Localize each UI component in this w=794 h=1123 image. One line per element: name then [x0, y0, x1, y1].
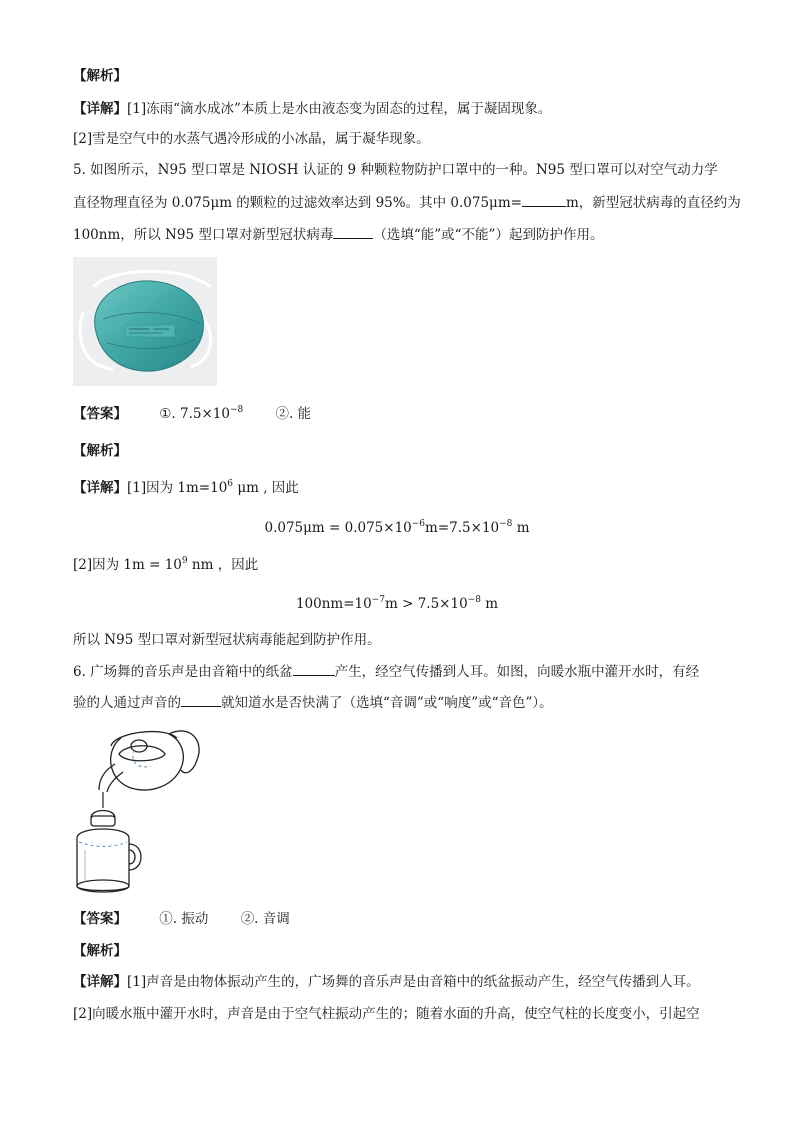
detail-text: [1]冻雨“滴水成冰”本质上是水由液态变为固态的过程，属于凝固现象。	[127, 101, 552, 117]
answer-blank	[293, 661, 335, 676]
detail-5-line-2: [2]因为 $1m = 10^9$ nm ，因此	[73, 556, 259, 573]
answer-tag: 【答案】	[73, 406, 127, 422]
analysis-heading: 【解析】	[73, 68, 127, 84]
n95-mask-image	[73, 257, 217, 386]
detail-6-line-1: 【详解】[1]声音是由物体振动产生的，广场舞的音乐声是由音箱中的纸盆振动产生，经空气传播到人耳。	[73, 974, 700, 990]
answer-blank	[181, 692, 221, 707]
question-5-text: 直径物理直径为 0.075μm 的颗粒的过滤效率达到 95%。其中 0.075μm=	[73, 195, 522, 211]
detail-tag: 【详解】	[73, 101, 127, 117]
question-5-text: （选填“能”或“不能”）起到防护作用。	[373, 227, 604, 243]
kettle-thermos-image	[65, 720, 205, 896]
conclusion-5: 所以 N95 型口罩对新型冠状病毒能起到防护作用。	[73, 632, 381, 648]
answer-blank	[333, 224, 373, 239]
equation-2: $100nm=10^{-7}m > 7.5\times 10^{-8}$ m	[295, 595, 499, 612]
answer-item-2: ②. 能	[275, 406, 312, 422]
detail-line	[73, 99, 551, 119]
detail-line-2: [2]雪是空气中的水蒸气遇冷形成的小冰晶，属于凝华现象。	[73, 131, 430, 147]
question-5-line-3	[73, 224, 603, 245]
answer-line-5	[73, 404, 311, 424]
question-6-line-1: 6. 广场舞的音乐声是由音箱中的纸盆 产生，经空气传播到人耳。如图，向暖水瓶中灌开水时，有经	[73, 661, 699, 682]
question-5-line-1: 5. 如图所示，N95 型口罩是 NIOSH 认证的 9 种颗粒物防护口罩中的一种。N95 型口罩可以对空气动力学	[73, 162, 718, 178]
detail-6-line-2: [2]向暖水瓶中灌开水时，声音是由于空气柱振动产生的；随着水面的升高，使空气柱的长度变小，引起空	[73, 1006, 700, 1022]
detail-tag: 【详解】	[73, 974, 127, 990]
answer-item-1: ①. 振动	[159, 911, 209, 927]
question-6-line-2: 验的人通过声音的 就知道水是否快满了（选填“音调”或“响度”或“音色”）。	[73, 692, 553, 713]
question-5-text: m，新型冠状病毒的直径约为	[565, 195, 741, 211]
question-5-line-2	[73, 192, 741, 213]
answer-item-1: ①. $7.5\times 10^{-8}$	[159, 405, 244, 422]
answer-blank	[522, 192, 566, 207]
analysis-heading-5: 【解析】	[73, 443, 127, 459]
analysis-heading-6: 【解析】	[73, 943, 127, 959]
question-5-text: 100nm，所以 N95 型口罩对新型冠状病毒	[73, 227, 334, 243]
answer-tag: 【答案】	[73, 911, 127, 927]
equation-1: $0.075\mu m = 0.075\times 10^{-6}m=7.5\times 10^{-8}$ m	[264, 519, 530, 536]
answer-line-6	[73, 909, 290, 929]
detail-5-line-1: 【详解】[1]因为 $1m=10^6$ μm , 因此	[73, 479, 299, 496]
detail-tag: 【详解】	[73, 480, 127, 496]
answer-item-2: ②. 音调	[240, 911, 290, 927]
